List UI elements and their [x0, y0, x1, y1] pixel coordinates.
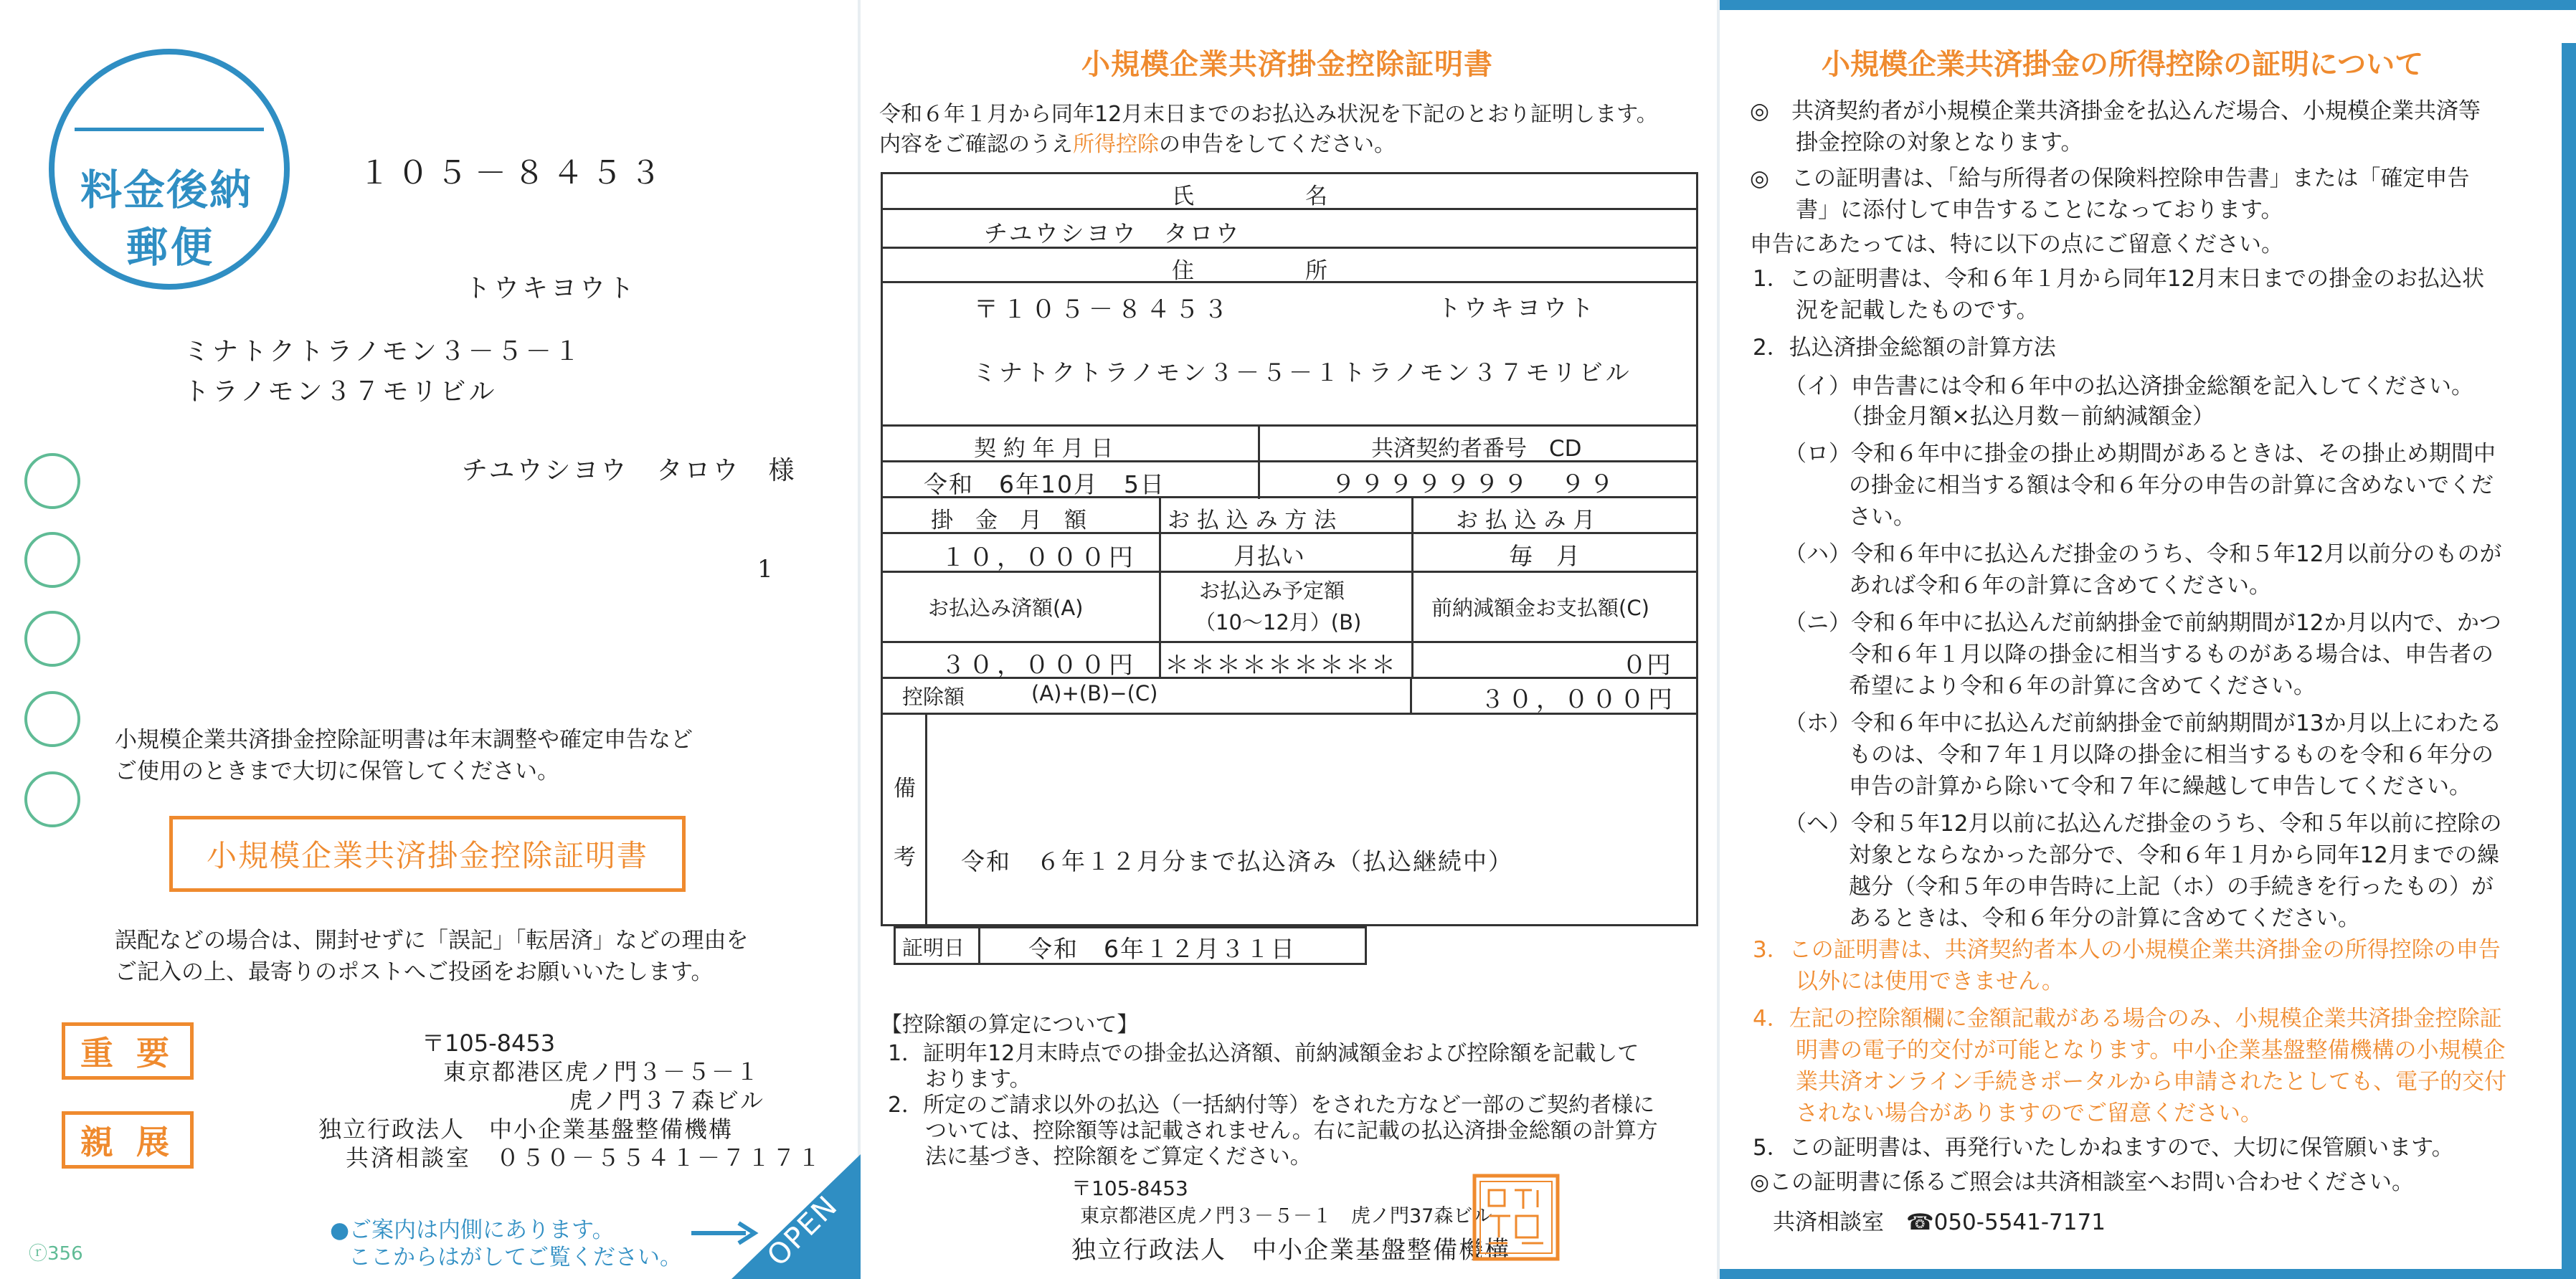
- contact-line: 共済相談室 ☎050-5541-7171: [1773, 1209, 2106, 1235]
- sub-ni-line1: （ニ）令和６年中に払込んだ前納掛金で前納期間が12か月以内で、かつ: [1784, 610, 2501, 636]
- item3-line2: 以外には使用できません。: [1796, 969, 2064, 994]
- sender-dept: 共済相談室 ０５０－５５４１－７１７１: [346, 1144, 823, 1171]
- punch-hole-1: [24, 453, 80, 509]
- remarks-value: 令和 ６年１２月分まで払込済み（払込継続中）: [961, 847, 1513, 875]
- sub-ho-line2: ものは、令和７年１月以降の掛金に相当するものを令和６年分の: [1849, 742, 2494, 768]
- address-city: トウキヨウト: [465, 274, 638, 303]
- sequence-number: 1: [757, 555, 773, 584]
- misdelivery-line1: 誤配などの場合は、開封せずに「誤記」「転居済」などの理由を: [115, 928, 749, 954]
- sub-ho-line3: 申告の計算から除いて令和７年に繰越して申告してください。: [1849, 774, 2471, 799]
- postage-stamp-line1: 料金後納: [80, 166, 253, 214]
- fold-line-right: [1717, 0, 1720, 1279]
- sub-i-line2: （掛金月額×払込月数－前納減額金）: [1840, 404, 2215, 429]
- paid-header: お払込み済額(A): [928, 596, 1084, 620]
- method-header: お 払 込 み 方 法: [1168, 508, 1337, 533]
- sender-org: 独立行政法人 中小企業基盤整備機構: [318, 1116, 734, 1143]
- middle-title: 小規模企業共済掛金控除証明書: [1081, 48, 1493, 81]
- item3-line1: 3．この証明書は、共済契約者本人の小規模企業共済掛金の所得控除の申告: [1753, 937, 2501, 963]
- sub-ro-line1: （ロ）令和６年中に掛金の掛止め期間があるときは、その掛止め期間中: [1784, 441, 2496, 467]
- sub-he-line1: （ヘ）令和５年12月以前に払込んだ掛金のうち、令和５年以前に控除の: [1784, 811, 2502, 837]
- form-code: ⓡ356: [29, 1243, 83, 1265]
- fold-line-left: [858, 0, 861, 1279]
- item4-line4: されない場合がありますのでご留意ください。: [1796, 1100, 2263, 1126]
- sub-i-line1: （イ）申告書には令和６年中の払込済掛金総額を記入してください。: [1784, 374, 2473, 399]
- punch-hole-2: [24, 532, 80, 588]
- postal-code: １０５－８４５３: [359, 155, 668, 191]
- sub-ho-line1: （ホ）令和６年中に払込んだ前納掛金で前納期間が13か月以上にわたる: [1784, 710, 2502, 736]
- sub-he-line3: 越分（令和５年の申告時に上記（ホ）の手続きを行ったもの）が: [1849, 874, 2494, 900]
- right-bottom-bar: [1720, 1269, 2576, 1279]
- sub-ro-line2: の掛金に相当する額は令和６年分の申告の計算に含めないでくだ: [1849, 472, 2494, 498]
- name-header: 氏 名: [1172, 184, 1327, 209]
- sender-address1: 東京都港区虎ノ門３－５－１: [443, 1058, 761, 1085]
- note: 申告にあたっては、特に以下の点にご留意ください。: [1750, 232, 2283, 257]
- scheduled-header-line1: お払込み予定額: [1199, 579, 1345, 603]
- method-value: 月払い: [1233, 542, 1304, 570]
- guide-line1: ●ご案内は内側にあります。: [330, 1217, 615, 1243]
- month-value: 毎 月: [1509, 542, 1580, 570]
- punch-hole-5: [24, 771, 80, 827]
- item2: 2．払込済掛金総額の計算方法: [1753, 335, 2056, 361]
- right-side-bar: [2562, 43, 2576, 1279]
- calc-item1-line1: 1．証明年12月末時点での掛金払込済額、前納減額金および控除額を記載して: [888, 1041, 1639, 1066]
- cert-date-label: 証明日: [902, 936, 965, 960]
- contract-number-value: ９９９９９９９ ９９: [1331, 470, 1618, 499]
- contact-note: ◎この証明書に係るご照会は共済相談室へお問い合わせください。: [1750, 1169, 2415, 1195]
- scheduled-header-line2: （10～12月）(B): [1195, 610, 1362, 634]
- footer-address: 東京都港区虎ノ門３－５－１ 虎ノ門37森ビル: [1080, 1205, 1492, 1227]
- bullet2-line1: ◎ この証明書は、「給与所得者の保険料控除申告書」または「確定申告: [1750, 166, 2470, 191]
- punch-hole-4: [24, 691, 80, 747]
- right-top-bar: [1720, 0, 2576, 10]
- punch-hole-3: [24, 611, 80, 667]
- prepaid-value: ０円: [1622, 651, 1671, 680]
- bullet1-line2: 掛金控除の対象となります。: [1796, 130, 2083, 156]
- sub-ro-line3: さい。: [1849, 504, 1916, 530]
- important-box: 重 要: [62, 1022, 194, 1080]
- bullet2-line2: 書」に添付して申告することになっております。: [1796, 197, 2283, 223]
- bullet1-line1: ◎ 共済契約者が小規模企業共済掛金を払込んだ場合、小規模企業共済等: [1750, 98, 2481, 124]
- item1-line1: 1．この証明書は、令和６年１月から同年12月末日までの掛金のお払込状: [1753, 266, 2485, 292]
- remarks-label-1: 備: [894, 776, 916, 802]
- name-value: チユウシヨウ タロウ: [984, 219, 1241, 247]
- guide-line2: ここからはがしてご覧ください。: [349, 1245, 682, 1270]
- contract-number-header: 共済契約者番号 CD: [1371, 436, 1582, 462]
- cert-date-value: 令和 6年１２月３１日: [1028, 935, 1296, 963]
- sub-ha-line2: あれば令和６年の計算に含めてください。: [1849, 573, 2271, 599]
- item4-line3: 業共済オンライン手続きポータルから申請されたとしても、電子的交付: [1796, 1069, 2507, 1095]
- address-postal: 〒１０５－８４５３: [974, 295, 1232, 324]
- calc-title: 【控除額の算定について】: [881, 1012, 1139, 1037]
- sender-postal: 〒105-8453: [422, 1030, 556, 1057]
- month-header: お 払 込 み 月: [1456, 508, 1596, 533]
- recipient-name: チユウシヨウ タロウ 様: [462, 456, 797, 485]
- footer-postal: 〒105-8453: [1071, 1176, 1188, 1200]
- notice-line2: ご使用のときまで大切に保管してください。: [115, 759, 559, 784]
- deduction-formula: (A)+(B)−(C): [1031, 681, 1158, 705]
- sub-he-line4: あるときは、令和６年分の計算に含めてください。: [1849, 905, 2360, 931]
- monthly-header: 掛 金 月 額: [931, 508, 1086, 533]
- official-seal-icon: [1472, 1173, 1561, 1262]
- sub-he-line2: 対象とならなかった部分で、令和６年１月から同年12月までの繰: [1849, 842, 2499, 868]
- address-line2: トラノモン３７モリビル: [184, 377, 498, 406]
- address-header: 住 所: [1172, 258, 1327, 284]
- postage-stamp-divider: [75, 128, 264, 131]
- paid-value: ３０，０００円: [941, 651, 1137, 680]
- item4-line1: 4．左記の控除額欄に金額記載がある場合のみ、小規模企業共済掛金控除証: [1753, 1006, 2502, 1032]
- monthly-value: １０，０００円: [941, 543, 1137, 572]
- address-line1: ミナトクトラノモン３－５－１: [184, 337, 583, 366]
- deduction-value: ３０，０００円: [1480, 685, 1676, 714]
- item4-line2: 明書の電子的交付が可能となります。中小企業基盤整備機構の小規模企: [1796, 1037, 2506, 1063]
- calc-item2-line3: 法に基づき、控除額をご算定ください。: [925, 1144, 1312, 1169]
- personal-box: 親 展: [62, 1111, 194, 1169]
- calc-item1-line2: おります。: [925, 1067, 1031, 1092]
- open-label: OPEN: [761, 1189, 845, 1273]
- item1-line2: 況を記載したものです。: [1796, 298, 2039, 323]
- address-city-value: トウキヨウト: [1437, 294, 1596, 322]
- item5: 5．この証明書は、再発行いたしかねますので、大切に保管願います。: [1753, 1135, 2454, 1161]
- sub-ha-line1: （ハ）令和６年中に払込んだ掛金のうち、令和５年12月以前分のものが: [1784, 541, 2502, 567]
- sender-address2: 虎ノ門３７森ビル: [569, 1087, 765, 1114]
- contract-date-value: 令和 6年10月 5日: [924, 470, 1165, 498]
- calc-item2-line1: 2．所定のご請求以外の払込（一括納付等）をされた方など一部のご契約者様に: [888, 1093, 1655, 1118]
- notice-line1: 小規模企業共済掛金控除証明書は年末調整や確定申告など: [115, 727, 693, 753]
- scheduled-value: ＊＊＊＊＊＊＊＊＊: [1165, 651, 1397, 680]
- intro-line2: 内容をご確認のうえ所得控除の申告をしてください。: [879, 132, 1396, 157]
- left-title-box: 小規模企業共済掛金控除証明書: [169, 816, 686, 892]
- misdelivery-line2: ご記入の上、最寄りのポストへご投函をお願いいたします。: [115, 959, 714, 985]
- sub-ni-line3: 希望により令和６年の計算に含めてください。: [1849, 673, 2316, 699]
- contract-date-header: 契 約 年 月 日: [974, 436, 1114, 462]
- sub-ni-line2: 令和６年１月以降の掛金に相当するものがある場合は、申告者の: [1849, 642, 2494, 667]
- deduction-label: 控除額: [902, 685, 965, 709]
- address-line-value: ミナトクトラノモン３－５－１トラノモン３７モリビル: [972, 358, 1632, 386]
- postage-stamp-line2: 郵便: [126, 223, 216, 272]
- calc-item2-line2: ついては、控除額等は記載されません。右に記載の払込済掛金総額の計算方: [925, 1118, 1658, 1144]
- right-title: 小規模企業共済掛金の所得控除の証明について: [1822, 48, 2424, 81]
- intro-line1: 令和６年１月から同年12月末日までのお払込み状況を下記のとおり証明します。: [879, 102, 1658, 127]
- prepaid-header: 前納減額金お支払額(C): [1431, 596, 1649, 620]
- footer-org: 独立行政法人 中小企業基盤整備機構: [1071, 1236, 1510, 1265]
- remarks-label-2: 考: [894, 845, 916, 870]
